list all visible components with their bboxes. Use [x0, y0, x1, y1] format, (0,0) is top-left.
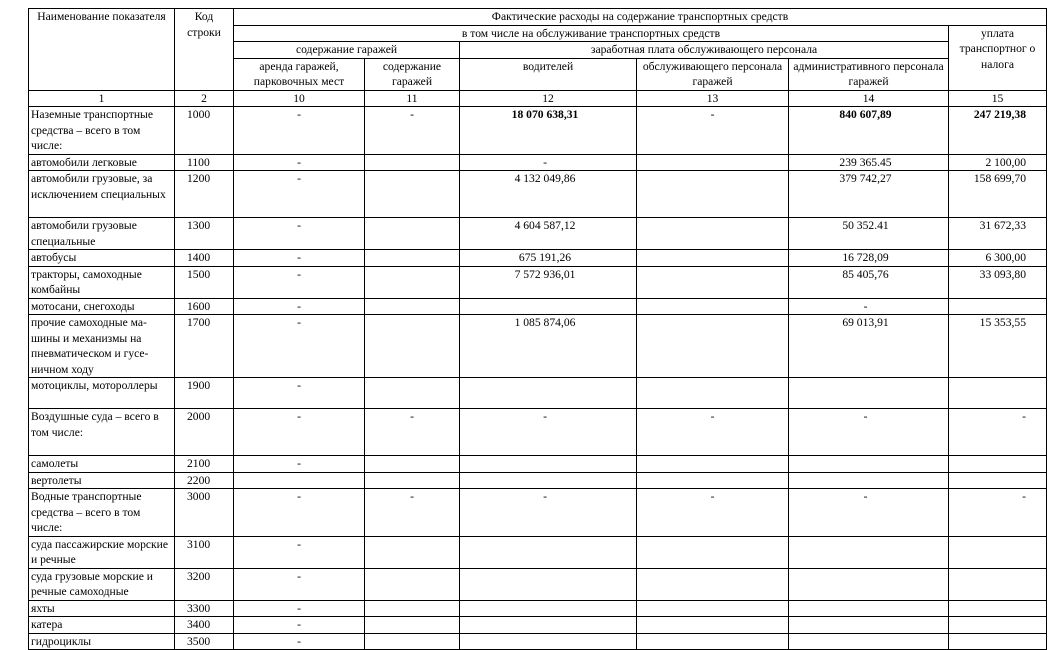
row-name: вертолеты	[29, 472, 175, 489]
cell-admin-staff: 85 405,76	[789, 266, 949, 298]
cell-service-staff	[637, 600, 789, 617]
cell-service-staff	[637, 250, 789, 267]
cell-service-staff	[637, 378, 789, 409]
col-number: 12	[460, 90, 637, 107]
cell-rent: -	[234, 617, 365, 634]
cell-service-staff	[637, 154, 789, 171]
header-code: Код строки	[175, 9, 234, 91]
cell-transport-tax: 158 699,70	[949, 171, 1047, 218]
row-name: автомобили грузовые, за исключением специальных	[29, 171, 175, 218]
table-row	[29, 409, 1047, 456]
cell-rent: -	[234, 107, 365, 155]
cell-service-staff: -	[637, 489, 789, 537]
cell-transport-tax	[949, 568, 1047, 600]
table-row	[29, 617, 1047, 634]
cell-admin-staff	[789, 472, 949, 489]
cell-transport-tax: -	[949, 409, 1047, 456]
table-row	[29, 536, 1047, 568]
row-code: 1700	[175, 315, 234, 378]
row-name: мотоциклы, мотороллеры	[29, 378, 175, 409]
header-drivers: водителей	[460, 58, 637, 90]
cell-transport-tax	[949, 298, 1047, 315]
col-number: 11	[365, 90, 460, 107]
cell-transport-tax: 33 093,80	[949, 266, 1047, 298]
cell-rent: -	[234, 536, 365, 568]
cell-rent: -	[234, 489, 365, 537]
cell-rent: -	[234, 409, 365, 456]
table-row	[29, 315, 1047, 378]
cell-admin-staff	[789, 633, 949, 650]
cell-garage-upkeep	[365, 154, 460, 171]
cell-admin-staff	[789, 600, 949, 617]
cell-garage-upkeep	[365, 315, 460, 378]
cell-drivers: -	[460, 489, 637, 537]
col-number: 10	[234, 90, 365, 107]
row-name: тракторы, самоходные комбайны	[29, 266, 175, 298]
cell-garage-upkeep: -	[365, 107, 460, 155]
cell-rent: -	[234, 266, 365, 298]
cell-garage-upkeep	[365, 472, 460, 489]
row-name: гидроциклы	[29, 633, 175, 650]
row-name: прочие самоходные ма-шины и механизмы на пневматическом и гусе-ничном ходу	[29, 315, 175, 378]
cell-drivers: 675 191,26	[460, 250, 637, 267]
cell-drivers	[460, 633, 637, 650]
row-name: самолеты	[29, 456, 175, 473]
row-code: 2100	[175, 456, 234, 473]
cell-drivers: 7 572 936,01	[460, 266, 637, 298]
cell-admin-staff: 840 607,89	[789, 107, 949, 155]
cell-rent: -	[234, 298, 365, 315]
cell-transport-tax: -	[949, 489, 1047, 537]
header-service-staff: обслуживающего персонала гаражей	[637, 58, 789, 90]
cell-garage-upkeep: -	[365, 489, 460, 537]
header-incl-service: в том числе на обслуживание транспортных средств	[234, 25, 949, 42]
table-row	[29, 378, 1047, 409]
cell-transport-tax	[949, 633, 1047, 650]
col-number: 15	[949, 90, 1047, 107]
cell-garage-upkeep: -	[365, 409, 460, 456]
header-rent: аренда гаражей, парковочных мест	[234, 58, 365, 90]
cell-admin-staff: -	[789, 409, 949, 456]
cell-rent: -	[234, 250, 365, 267]
cell-transport-tax: 247 219,38	[949, 107, 1047, 155]
cell-admin-staff: 50 352.41	[789, 218, 949, 250]
table-row	[29, 154, 1047, 171]
header-garage-upkeep: содержание гаражей	[365, 58, 460, 90]
row-code: 3400	[175, 617, 234, 634]
table-row	[29, 472, 1047, 489]
row-name: катера	[29, 617, 175, 634]
header-salary: заработная плата обслуживающего персонала	[460, 42, 949, 59]
cell-garage-upkeep	[365, 171, 460, 218]
cell-drivers: 4 604 587,12	[460, 218, 637, 250]
table-row	[29, 107, 1047, 155]
header-garages: содержание гаражей	[234, 42, 460, 59]
table-row	[29, 600, 1047, 617]
cell-rent: -	[234, 154, 365, 171]
cell-garage-upkeep	[365, 633, 460, 650]
cell-drivers	[460, 617, 637, 634]
cell-drivers	[460, 378, 637, 409]
row-code: 2200	[175, 472, 234, 489]
cell-admin-staff	[789, 378, 949, 409]
row-code: 1000	[175, 107, 234, 155]
cell-drivers	[460, 600, 637, 617]
cell-service-staff	[637, 617, 789, 634]
table-row	[29, 171, 1047, 218]
cell-rent: -	[234, 171, 365, 218]
cell-admin-staff: 16 728,09	[789, 250, 949, 267]
row-name: Воздушные суда – всего в том числе:	[29, 409, 175, 456]
cell-garage-upkeep	[365, 218, 460, 250]
cell-drivers: -	[460, 154, 637, 171]
table-row	[29, 456, 1047, 473]
cell-garage-upkeep	[365, 250, 460, 267]
table-row	[29, 568, 1047, 600]
cell-service-staff: -	[637, 409, 789, 456]
cell-service-staff	[637, 218, 789, 250]
cell-transport-tax: 15 353,55	[949, 315, 1047, 378]
cell-service-staff	[637, 472, 789, 489]
cell-service-staff	[637, 633, 789, 650]
cell-transport-tax: 31 672,33	[949, 218, 1047, 250]
cell-drivers	[460, 456, 637, 473]
cell-service-staff	[637, 266, 789, 298]
row-code: 3500	[175, 633, 234, 650]
cell-drivers	[460, 536, 637, 568]
header-name: Наименование показателя	[29, 9, 175, 91]
row-name: Наземные транспортные средства – всего в том числе:	[29, 107, 175, 155]
cell-admin-staff: 69 013,91	[789, 315, 949, 378]
cell-rent: -	[234, 456, 365, 473]
table-row	[29, 218, 1047, 250]
cell-service-staff	[637, 536, 789, 568]
cell-transport-tax: 6 300,00	[949, 250, 1047, 267]
cell-transport-tax	[949, 472, 1047, 489]
cell-transport-tax	[949, 456, 1047, 473]
row-name: автобусы	[29, 250, 175, 267]
row-code: 1300	[175, 218, 234, 250]
cell-rent	[234, 472, 365, 489]
cell-admin-staff: -	[789, 489, 949, 537]
cell-garage-upkeep	[365, 568, 460, 600]
row-code: 1900	[175, 378, 234, 409]
cell-rent: -	[234, 568, 365, 600]
row-code: 3000	[175, 489, 234, 537]
cell-service-staff	[637, 315, 789, 378]
cell-admin-staff	[789, 536, 949, 568]
table-row	[29, 250, 1047, 267]
table-row	[29, 298, 1047, 315]
cell-service-staff	[637, 171, 789, 218]
cell-transport-tax	[949, 536, 1047, 568]
cell-transport-tax	[949, 617, 1047, 634]
cell-drivers: -	[460, 409, 637, 456]
col-number: 13	[637, 90, 789, 107]
cell-garage-upkeep	[365, 298, 460, 315]
cell-garage-upkeep	[365, 536, 460, 568]
row-code: 3300	[175, 600, 234, 617]
cell-admin-staff: 239 365.45	[789, 154, 949, 171]
cell-transport-tax: 2 100,00	[949, 154, 1047, 171]
row-name: мотосани, снегоходы	[29, 298, 175, 315]
cell-drivers	[460, 568, 637, 600]
cell-drivers: 4 132 049,86	[460, 171, 637, 218]
cell-garage-upkeep	[365, 266, 460, 298]
col-number: 2	[175, 90, 234, 107]
cell-transport-tax	[949, 378, 1047, 409]
row-code: 1200	[175, 171, 234, 218]
row-name: автомобили легковые	[29, 154, 175, 171]
table-row	[29, 489, 1047, 537]
row-name: суда пассажирские морские и речные	[29, 536, 175, 568]
row-code: 3100	[175, 536, 234, 568]
cell-drivers: 1 085 874,06	[460, 315, 637, 378]
row-name: суда грузовые морские и речные самоходные	[29, 568, 175, 600]
cell-transport-tax	[949, 600, 1047, 617]
row-name: автомобили грузовые специальные	[29, 218, 175, 250]
row-code: 2000	[175, 409, 234, 456]
table-row	[29, 266, 1047, 298]
transport-expenses-table	[28, 8, 1047, 650]
cell-admin-staff: -	[789, 298, 949, 315]
cell-admin-staff	[789, 456, 949, 473]
row-code: 1400	[175, 250, 234, 267]
cell-rent: -	[234, 600, 365, 617]
row-name: яхты	[29, 600, 175, 617]
row-code: 1500	[175, 266, 234, 298]
cell-rent: -	[234, 378, 365, 409]
cell-rent: -	[234, 633, 365, 650]
cell-garage-upkeep	[365, 600, 460, 617]
cell-garage-upkeep	[365, 378, 460, 409]
cell-admin-staff	[789, 617, 949, 634]
cell-garage-upkeep	[365, 456, 460, 473]
header-transport-tax: уплата транспортног о налога	[949, 25, 1047, 90]
row-name: Водные транспортные средства – всего в том числе:	[29, 489, 175, 537]
cell-admin-staff: 379 742,27	[789, 171, 949, 218]
cell-admin-staff	[789, 568, 949, 600]
cell-rent: -	[234, 315, 365, 378]
column-numbers-row	[29, 90, 1047, 107]
cell-service-staff	[637, 298, 789, 315]
header-admin-staff: административного персонала гаражей	[789, 58, 949, 90]
row-code: 3200	[175, 568, 234, 600]
cell-service-staff: -	[637, 107, 789, 155]
cell-drivers	[460, 472, 637, 489]
cell-garage-upkeep	[365, 617, 460, 634]
col-number: 1	[29, 90, 175, 107]
cell-drivers: 18 070 638,31	[460, 107, 637, 155]
cell-service-staff	[637, 456, 789, 473]
cell-service-staff	[637, 568, 789, 600]
table-row	[29, 633, 1047, 650]
header-actual-expenses: Фактические расходы на содержание транспортных средств	[234, 9, 1047, 26]
row-code: 1600	[175, 298, 234, 315]
cell-rent: -	[234, 218, 365, 250]
cell-drivers	[460, 298, 637, 315]
row-code: 1100	[175, 154, 234, 171]
col-number: 14	[789, 90, 949, 107]
